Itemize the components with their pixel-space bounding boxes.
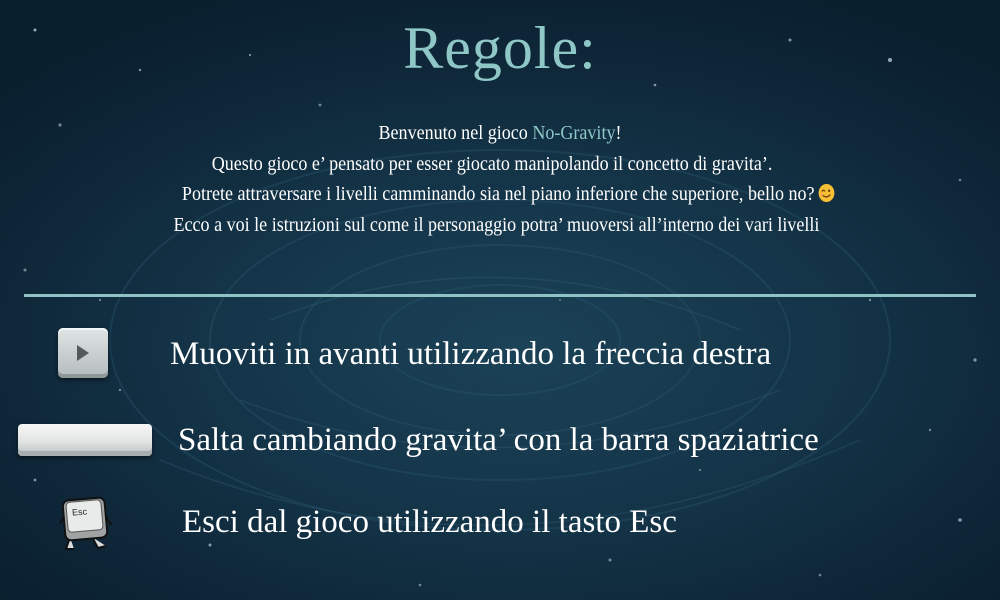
rule-move-forward: Muoviti in avanti utilizzando la freccia destra [170, 336, 772, 372]
intro-line-instructions: Ecco a voi le istruzioni sul come il personaggio potra’ muoversi all’interno dei vari livelli [173, 213, 820, 236]
intro-line-concept: Questo gioco e’ pensato per esser giocato manipolando il concetto di gravita’. [211, 152, 773, 175]
right-arrow-key-icon [58, 328, 108, 378]
game-name: No-Gravity [532, 122, 616, 144]
esc-key-label: Esc [71, 506, 88, 518]
divider [24, 294, 976, 297]
esc-key-icon [58, 493, 114, 555]
rule-exit-game: Esci dal gioco utilizzando il tasto Esc [182, 504, 677, 540]
intro-line-levels [60, 179, 940, 210]
intro-text [60, 118, 940, 240]
spacebar-key-icon [18, 424, 152, 456]
esc-key-character [58, 493, 114, 555]
arrow-triangle [77, 345, 89, 361]
page-title: Regole: [403, 15, 597, 81]
intro-levels-text: Potrete attraversare i livelli camminando sia nel piano inferiore che superiore, bello no? [181, 183, 815, 205]
rule-jump-gravity: Salta cambiando gravita’ con la barra spaziatrice [178, 422, 819, 458]
intro-line-welcome [60, 118, 940, 149]
wink-emoji-icon [818, 183, 836, 203]
intro-welcome-prefix: Benvenuto nel gioco [378, 122, 533, 144]
intro-welcome-suffix: ! [615, 122, 622, 144]
